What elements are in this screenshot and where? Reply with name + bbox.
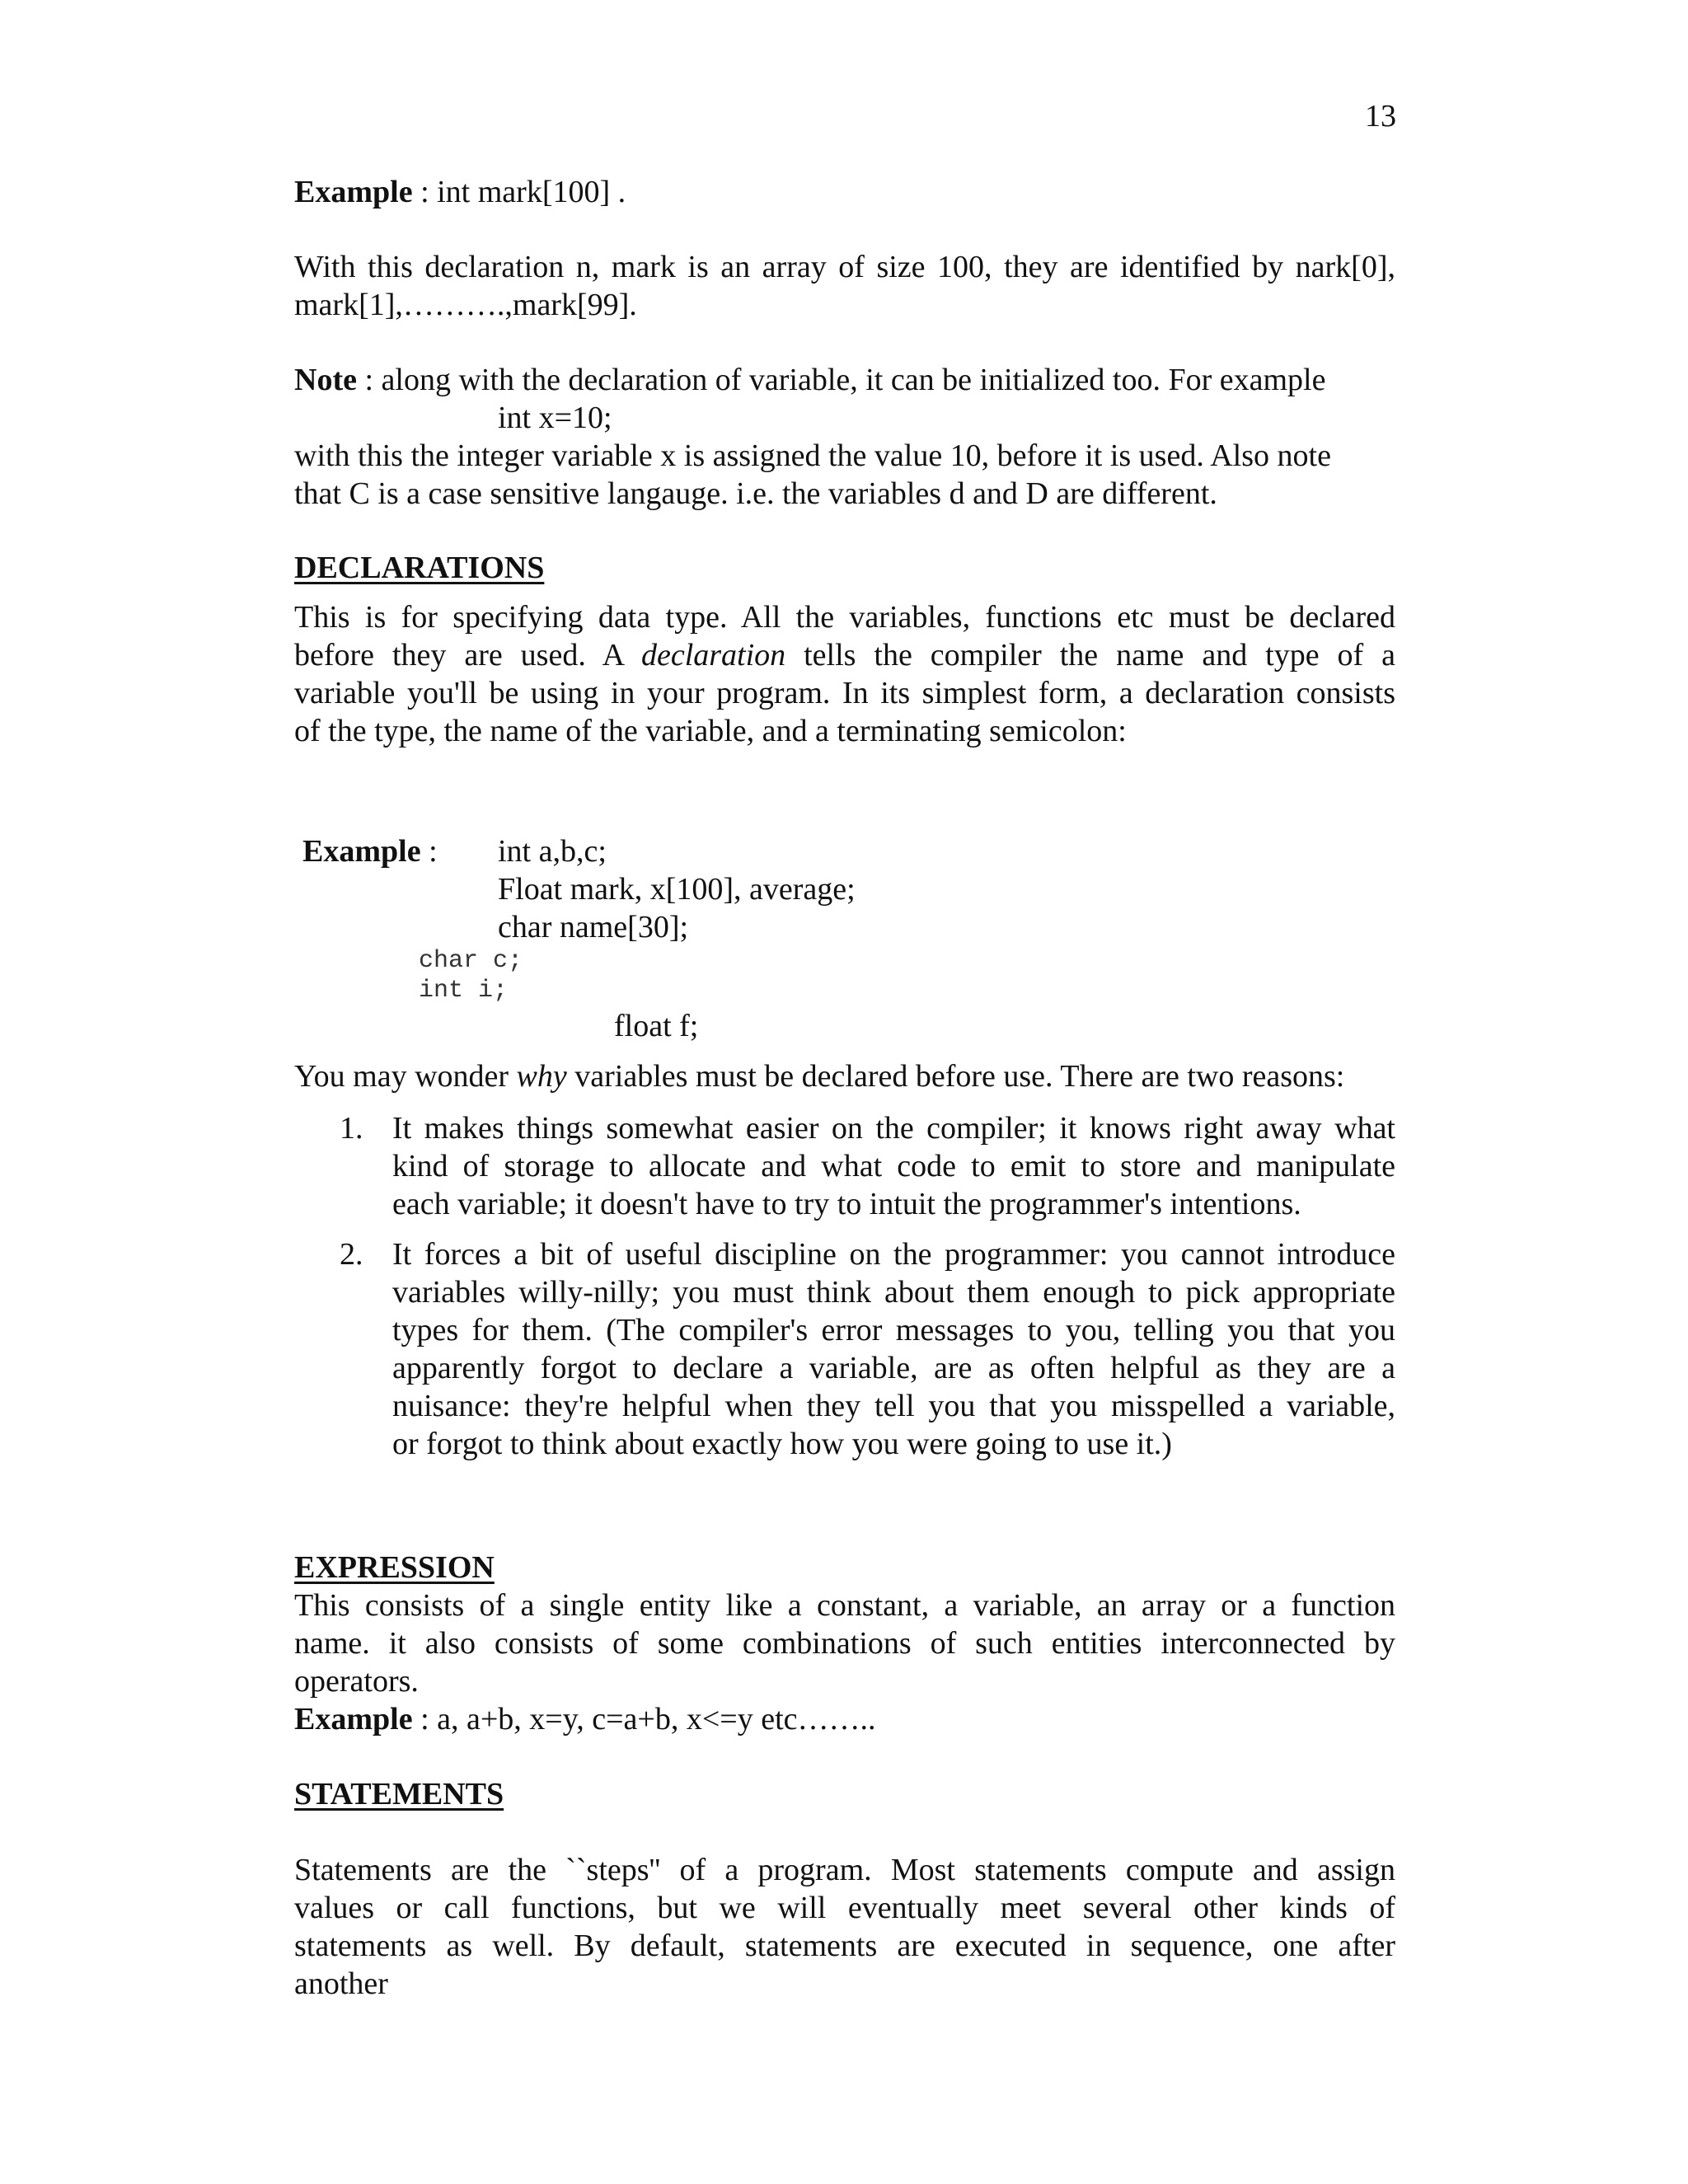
list-number: 2. (340, 1237, 363, 1272)
list-item-line: It forces a bit of useful discipline on the programmer: you cannot introduce (392, 1237, 1395, 1272)
list-item-line: apparently forgot to declare a variable, are as often helpful as they are a (392, 1351, 1395, 1385)
wonder-line (294, 1057, 1344, 1095)
expression-paragraph-line: name. it also consists of some combinations of such entities interconnected by (294, 1626, 1395, 1661)
statements-heading: STATEMENTS (294, 1777, 504, 1811)
statements-paragraph-line: Statements are the ``steps'' of a program. Most statements compute and assign (294, 1853, 1395, 1887)
note-line (294, 361, 1325, 399)
example-label: Example (294, 175, 413, 209)
note-line: with this the integer variable x is assigned the value 10, before it is used. Also note (294, 438, 1331, 473)
declarations-paragraph-line: of the type, the name of the variable, and a terminating semicolon: (294, 714, 1127, 748)
list-item-line: It makes things somewhat easier on the compiler; it knows right away what (392, 1111, 1395, 1146)
list-item-line: nuisance: they're helpful when they tell you that you misspelled a variable, (392, 1389, 1395, 1423)
note-label: Note (294, 363, 357, 397)
code-line: Float mark, x[100], average; (498, 872, 856, 907)
note-text: : along with the declaration of variable, it can be initialized too. For example (356, 363, 1326, 397)
example-text: : a, a+b, x=y, c=a+b, x<=y etc…….. (412, 1702, 876, 1736)
wonder-text: variables must be declared before use. There are two reasons: (566, 1059, 1345, 1094)
declarations-text: before they are used. A (294, 638, 641, 673)
example-label: Example (302, 834, 421, 869)
expression-paragraph-line: This consists of a single entity like a constant, a variable, an array or a function (294, 1588, 1395, 1623)
wonder-italic: why (516, 1059, 567, 1094)
mono-code-line: char c; (419, 947, 523, 975)
list-item-line: or forgot to think about exactly how you were going to use it.) (392, 1427, 1172, 1461)
note-line: that C is a case sensitive langauge. i.e. the variables d and D are different. (294, 476, 1217, 511)
mono-code-line: int i; (419, 977, 509, 1005)
list-number: 1. (340, 1111, 363, 1146)
statements-paragraph-line: values or call functions, but we will eventually meet several other kinds of (294, 1891, 1395, 1925)
statements-paragraph-line: statements as well. By default, statements are executed in sequence, one after (294, 1929, 1395, 1963)
declarations-text: tells the compiler the name and type of a (785, 638, 1395, 673)
example-array-line (294, 173, 626, 211)
expression-example-line (294, 1700, 876, 1738)
code-line: float f; (614, 1009, 699, 1043)
array-paragraph-line: mark[1],……….,mark[99]. (294, 288, 637, 322)
example-declarations-label (302, 832, 438, 870)
declarations-paragraph-line (294, 636, 1395, 674)
declarations-heading: DECLARATIONS (294, 551, 545, 585)
wonder-text: You may wonder (294, 1059, 517, 1094)
example-colon: : (420, 834, 438, 869)
list-item-line: types for them. (The compiler's error messages to you, telling you that you (392, 1313, 1395, 1347)
example-text: : int mark[100] . (412, 175, 626, 209)
statements-paragraph-line: another (294, 1966, 388, 2001)
declarations-italic-term: declaration (640, 638, 786, 673)
page-number: 13 (1365, 99, 1396, 134)
declarations-paragraph-line: This is for specifying data type. All the variables, functions etc must be declared (294, 600, 1395, 635)
list-item-line: variables willy-nilly; you must think about them enough to pick appropriate (392, 1275, 1395, 1310)
array-paragraph-line: With this declaration n, mark is an array of size 100, they are identified by nark[0], (294, 250, 1395, 284)
example-label: Example (294, 1702, 413, 1736)
note-code: int x=10; (498, 401, 612, 435)
expression-paragraph-line: operators. (294, 1664, 419, 1699)
list-item-line: kind of storage to allocate and what code to emit to store and manipulate (392, 1149, 1395, 1183)
declarations-paragraph-line: variable you'll be using in your program. In its simplest form, a declaration consists (294, 676, 1395, 710)
list-item-line: each variable; it doesn't have to try to intuit the programmer's intentions. (392, 1187, 1301, 1221)
expression-heading: EXPRESSION (294, 1550, 495, 1585)
code-line: int a,b,c; (498, 834, 607, 869)
code-line: char name[30]; (498, 910, 689, 944)
